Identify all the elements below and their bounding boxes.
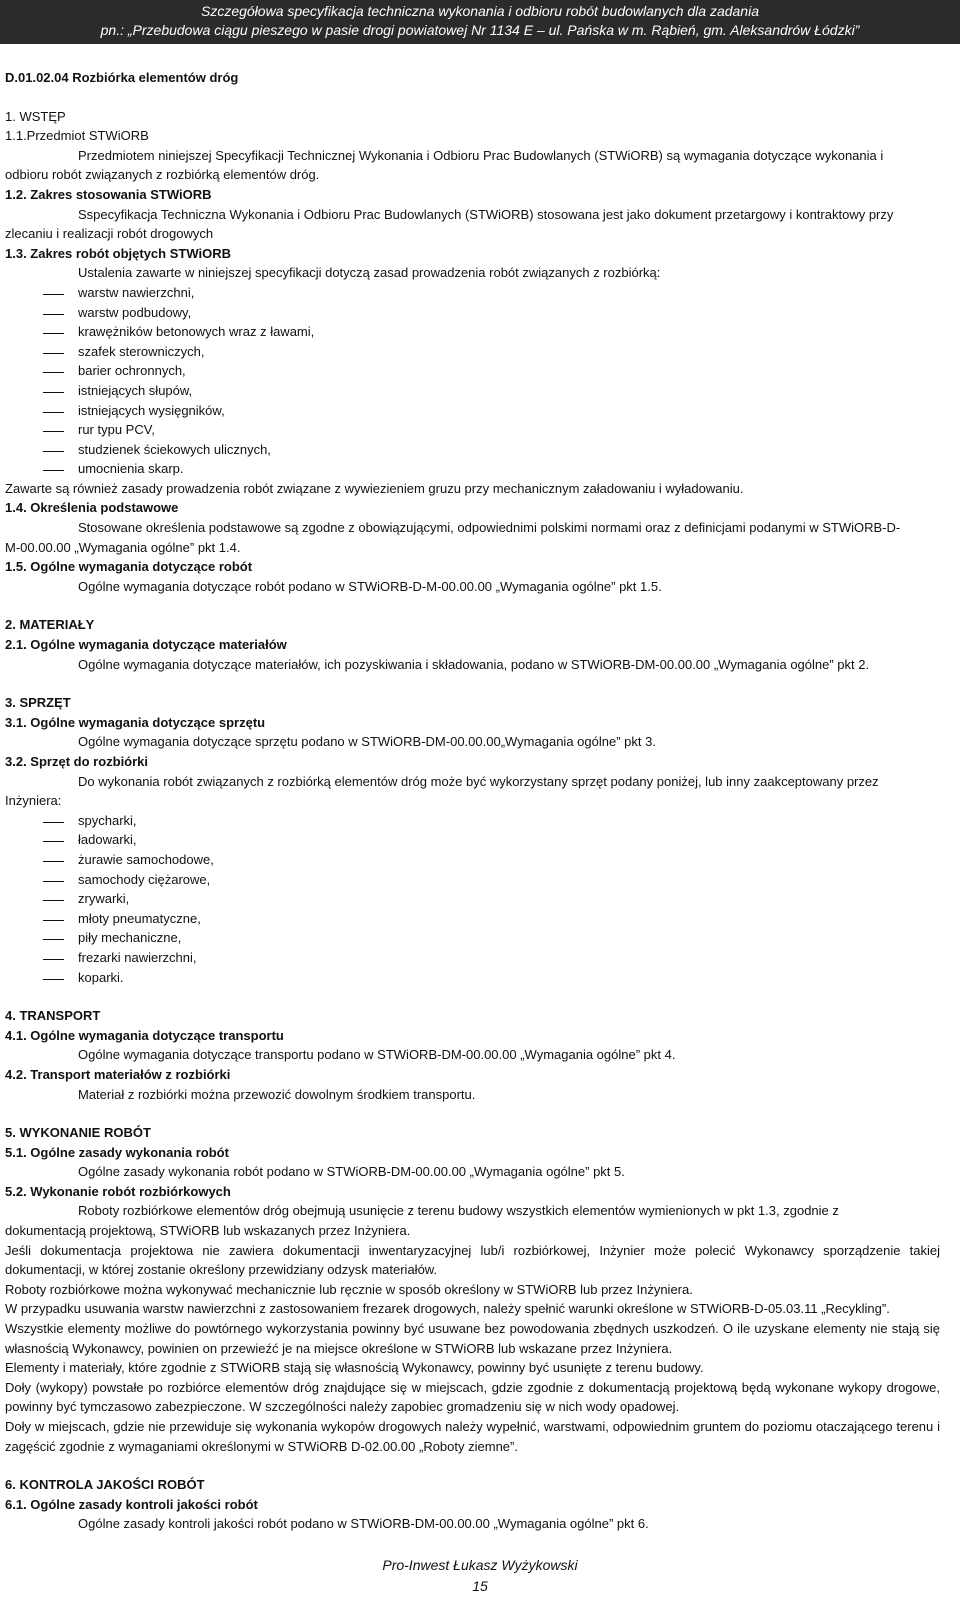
section-5-2-p8: Doły w miejscach, gdzie nie przewiduje się wykonania wykopów drogowych należy wypełnić, warstwami, odpowiednim gruntem do poziomu otaczającego terenu i zagęścić zgodnie z wymaganiami określonymi w STWiORB D-02.00.00 „Roboty ziemne”. <box>5 1419 940 1454</box>
list-item: samochody ciężarowe, <box>5 870 940 890</box>
section-1-5-heading: 1.5. Ogólne wymagania dotyczące robót <box>5 559 253 575</box>
list-item: młoty pneumatyczne, <box>5 909 940 929</box>
list-item: studzienek ściekowych ulicznych, <box>5 440 940 460</box>
section-1-2-heading: 1.2. Zakres stosowania STWiORB <box>5 186 212 202</box>
page-number: 15 <box>472 1578 488 1594</box>
section-4-2-heading: 4.2. Transport materiałów z rozbiórki <box>5 1066 231 1082</box>
list-item: koparki. <box>5 968 940 988</box>
section-1-1-text-a: Przedmiotem niniejszej Specyfikacji Technicznej Wykonania i Odbioru Prac Budowlanych (STWiORB) są wymagania dotyczące wykonania i <box>78 147 884 163</box>
section-1-4-text-b: M-00.00.00 „Wymagania ogólne” pkt 1.4. <box>5 539 241 555</box>
list-item: warstw nawierzchni, <box>5 283 940 303</box>
page-footer <box>0 1555 960 1597</box>
section-1-2-text-a: Sspecyfikacja Techniczna Wykonania i Odbioru Prac Budowlanych (STWiORB) stosowana jest jako dokument przetargowy i kontraktowy przy <box>78 206 894 222</box>
list-item: umocnienia skarp. <box>5 459 940 479</box>
list-item: żurawie samochodowe, <box>5 850 940 870</box>
section-5-2-p7: Doły (wykopy) powstałe po rozbiórce elementów dróg znajdujące się w miejscach, gdzie zgodnie z dokumentacją projektową będą wykonane wykopy drogowe, powinny być tymczasowo zabezpieczone. W szczególności należy zapobiec gromadzeniu się w nich wody opadowej. <box>5 1379 940 1415</box>
section-1-heading: 1. WSTĘP <box>5 108 66 124</box>
header-line-2: pn.: „Przebudowa ciągu pieszego w pasie drogi powiatowej Nr 1134 E – ul. Pańska w m. Rąbień, gm. Aleksandrów Łódzki” <box>100 22 860 38</box>
section-1-1-heading: 1.1.Przedmiot STWiORB <box>5 128 149 144</box>
section-1-4-text-a: Stosowane określenia podstawowe są zgodne z obowiązującymi, odpowiednimi polskimi normami oraz z definicjami podanymi w STWiORB-D- <box>78 520 901 536</box>
section-1-3-heading: 1.3. Zakres robót objętych STWiORB <box>5 245 231 261</box>
equipment-list <box>5 811 940 987</box>
section-5-1-text: Ogólne zasady wykonania robót podano w STWiORB-DM-00.00.00 „Wymagania ogólne” pkt 5. <box>78 1164 625 1180</box>
scope-list <box>5 283 940 479</box>
section-1-2-text-b: zlecaniu i realizacji robót drogowych <box>5 226 214 242</box>
section-5-2-p4: W przypadku usuwania warstw nawierzchni z zastosowaniem frezarek drogowych, należy spełnić warunki określone w STWiORB-D-05.03.11 „Recykling”. <box>5 1301 890 1317</box>
list-item: spycharki, <box>5 811 940 831</box>
section-1-3-intro: Ustalenia zawarte w niniejszej specyfikacji dotyczą zasad prowadzenia robót związanych z rozbiórką: <box>78 265 661 281</box>
section-3-1-heading: 3.1. Ogólne wymagania dotyczące sprzętu <box>5 714 266 730</box>
section-6-heading: 6. KONTROLA JAKOŚCI ROBÓT <box>5 1477 205 1493</box>
section-2-1-heading: 2.1. Ogólne wymagania dotyczące materiałów <box>5 637 287 653</box>
section-5-2-heading: 5.2. Wykonanie robót rozbiórkowych <box>5 1183 231 1199</box>
list-item: istniejących wysięgników, <box>5 401 940 421</box>
section-4-2-text: Materiał z rozbiórki można przewozić dowolnym środkiem transportu. <box>78 1086 476 1102</box>
section-3-heading: 3. SPRZĘT <box>5 695 71 711</box>
section-6-1-heading: 6.1. Ogólne zasady kontroli jakości robót <box>5 1496 258 1512</box>
section-4-1-text: Ogólne wymagania dotyczące transportu podano w STWiORB-DM-00.00.00 „Wymagania ogólne” pkt 4. <box>78 1047 676 1063</box>
section-2-heading: 2. MATERIAŁY <box>5 617 95 633</box>
list-item: frezarki nawierzchni, <box>5 948 940 968</box>
document-body <box>5 68 940 1534</box>
list-item: piły mechaniczne, <box>5 928 940 948</box>
list-item: istniejących słupów, <box>5 381 940 401</box>
section-1-1-text-b: odbioru robót związanych z rozbiórką elementów dróg. <box>5 167 320 183</box>
list-item: krawężników betonowych wraz z ławami, <box>5 322 940 342</box>
document-code-title: D.01.02.04 Rozbiórka elementów dróg <box>5 70 239 85</box>
section-3-2-text-a: Do wykonania robót związanych z rozbiórką elementów dróg może być wykorzystany sprzęt podany poniżej, lub inny zaakceptowany przez <box>78 773 879 789</box>
section-5-2-p3: Roboty rozbiórkowe można wykonywać mechanicznie lub ręcznie w sposób określony w STWiORB lub przez Inżyniera. <box>5 1281 693 1297</box>
list-item: zrywarki, <box>5 889 940 909</box>
section-4-heading: 4. TRANSPORT <box>5 1008 101 1024</box>
section-1-3-outro: Zawarte są również zasady prowadzenia robót związane z wywiezieniem gruzu przy mechanicznym załadowaniu i wyładowaniu. <box>5 480 744 496</box>
section-5-2-p1-b: dokumentacją projektową, STWiORB lub wskazanych przez Inżyniera. <box>5 1223 411 1239</box>
section-3-2-text-b: Inżyniera: <box>5 793 62 809</box>
section-4-1-heading: 4.1. Ogólne wymagania dotyczące transportu <box>5 1027 284 1043</box>
header-line-1: Szczegółowa specyfikacja techniczna wykonania i odbioru robót budowlanych dla zadania <box>200 3 759 19</box>
section-3-1-text: Ogólne wymagania dotyczące sprzętu podano w STWiORB-DM-00.00.00„Wymagania ogólne” pkt 3. <box>78 734 656 750</box>
list-item: szafek sterowniczych, <box>5 342 940 362</box>
section-5-2-p2: Jeśli dokumentacja projektowa nie zawiera dokumentacji inwentaryzacyjnej lub/i rozbiórkowej, Inżynier może polecić Wykonawcy sporządzenie takiej dokumentacji, w której zostanie określony przewidziany odzysk materiałów. <box>5 1242 940 1278</box>
section-5-heading: 5. WYKONANIE ROBÓT <box>5 1125 151 1141</box>
section-5-1-heading: 5.1. Ogólne zasady wykonania robót <box>5 1144 229 1160</box>
list-item: warstw podbudowy, <box>5 303 940 323</box>
page-header <box>0 0 960 44</box>
list-item: barier ochronnych, <box>5 361 940 381</box>
section-5-2-p6: Elementy i materiały, które zgodnie z STWiORB stają się własnością Wykonawcy, powinny być usunięte z terenu budowy. <box>5 1360 704 1376</box>
section-1-4-heading: 1.4. Określenia podstawowe <box>5 500 179 516</box>
list-item: rur typu PCV, <box>5 420 940 440</box>
footer-author: Pro-Inwest Łukasz Wyżykowski <box>382 1557 578 1573</box>
section-1-5-text: Ogólne wymagania dotyczące robót podano w STWiORB-D-M-00.00.00 „Wymagania ogólne” pkt 1.5. <box>78 578 662 594</box>
section-6-1-text: Ogólne zasady kontroli jakości robót podano w STWiORB-DM-00.00.00 „Wymagania ogólne” pkt 6. <box>78 1516 649 1532</box>
section-5-2-p1-a: Roboty rozbiórkowe elementów dróg obejmują usunięcie z terenu budowy wszystkich elementów wymienionych w pkt 1.3, zgodnie z <box>78 1203 839 1219</box>
section-2-1-text: Ogólne wymagania dotyczące materiałów, ich pozyskiwania i składowania, podano w STWiORB-DM-00.00.00 „Wymagania ogólne” pkt 2. <box>78 656 870 672</box>
section-5-2-p5: Wszystkie elementy możliwe do powtórnego wykorzystania powinny być usuwane bez powodowania zbędnych uszkodzeń. O ile uzyskane elementy nie stają się własnością Wykonawcy, powinien on przewieźć je na miejsce określone w STWiORB lub wskazane przez Inżyniera. <box>5 1321 940 1356</box>
section-3-2-heading: 3.2. Sprzęt do rozbiórki <box>5 754 149 769</box>
list-item: ładowarki, <box>5 830 940 850</box>
